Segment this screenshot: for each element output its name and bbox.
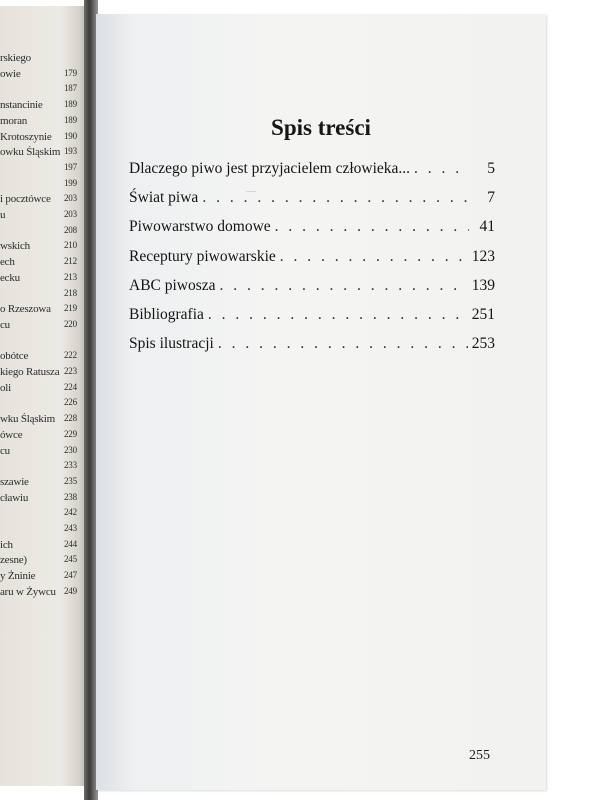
left-index-text: o Rzeszowa — [0, 303, 51, 316]
toc-dot-leader — [208, 306, 468, 324]
left-index-line — [0, 99, 86, 111]
left-index-page: 213 — [64, 271, 77, 282]
left-index-page: 197 — [64, 161, 77, 172]
left-index-page: 219 — [64, 303, 77, 314]
left-index-page: 199 — [64, 177, 77, 188]
left-index-line — [0, 178, 86, 190]
left-index-text: ecku — [0, 271, 20, 284]
left-index-text: cławiu — [0, 491, 29, 504]
page-number: 255 — [469, 748, 490, 763]
left-index-text: wskich — [0, 240, 30, 253]
left-index-text: obótce — [0, 350, 29, 363]
left-index-line — [0, 162, 86, 174]
left-index-text: wku Śląskim — [0, 413, 55, 426]
left-index-line — [0, 586, 86, 598]
left-index-page: 244 — [64, 538, 77, 549]
left-index-page: 220 — [64, 318, 77, 329]
left-index-line — [0, 413, 86, 425]
left-index-line — [0, 350, 86, 362]
toc-entry-label: ABC piwosza — [129, 276, 216, 294]
left-index-page: 203 — [64, 209, 77, 219]
left-index-text: moran — [0, 114, 28, 127]
left-index-text: kiego Ratusza — [0, 366, 60, 378]
left-index-text: oli — [0, 381, 12, 394]
left-index-page: 224 — [64, 381, 77, 392]
left-index-page: 189 — [64, 114, 77, 125]
left-index-text: szawie — [0, 475, 29, 488]
toc-entry-label: Bibliografia — [129, 305, 204, 323]
left-index-text: aru w Żywcu — [0, 585, 56, 598]
toc-heading: Spis treści — [271, 115, 371, 141]
left-index-page: 187 — [64, 83, 77, 94]
left-index-page: 208 — [64, 224, 77, 235]
left-index-line — [0, 303, 86, 315]
left-index-page: 189 — [64, 99, 77, 110]
left-index-page: 203 — [64, 193, 77, 204]
toc-entry-label: Spis ilustracji — [129, 335, 214, 353]
left-index-text: i pocztówce — [0, 193, 51, 206]
toc-entry — [129, 160, 495, 189]
toc-dot-leader — [275, 218, 469, 236]
left-index-page: 226 — [64, 397, 77, 408]
toc-dot-leader — [414, 160, 469, 178]
left-index-page: 223 — [64, 366, 77, 376]
left-index-page: 235 — [64, 475, 77, 486]
left-index-page: 190 — [64, 130, 77, 141]
toc-entry — [129, 306, 495, 335]
left-index-page: 222 — [64, 350, 77, 361]
left-index-page: 247 — [64, 570, 77, 581]
left-index-line — [0, 52, 86, 64]
left-index-page: 233 — [64, 460, 77, 471]
left-index-page: 249 — [64, 585, 77, 596]
toc-entry — [129, 189, 495, 218]
toc-entry-page: 7 — [487, 189, 495, 207]
left-index-line — [0, 476, 86, 488]
left-index-line — [0, 146, 86, 158]
left-index-page: 242 — [64, 507, 77, 518]
right-page — [96, 14, 546, 790]
left-index-line — [0, 131, 86, 143]
left-index-line — [0, 68, 86, 80]
left-index-line — [0, 507, 86, 519]
left-index-page: 243 — [64, 523, 77, 533]
left-index-page: 193 — [64, 146, 77, 157]
left-index-page: 218 — [64, 287, 77, 298]
left-index-line — [0, 319, 86, 331]
toc-entry-label: Receptury piwowarskie — [129, 247, 276, 265]
left-index-page: 230 — [64, 444, 77, 455]
left-index-line — [0, 570, 86, 582]
left-index-line — [0, 209, 86, 221]
left-index-line — [0, 288, 86, 300]
toc-dot-leader — [280, 248, 468, 266]
left-index-text: zesne) — [0, 554, 27, 567]
left-index-line — [0, 397, 86, 409]
toc-entry — [129, 248, 495, 277]
left-index-line — [0, 272, 86, 284]
left-index-page: 212 — [64, 256, 77, 267]
toc-entry-page: 123 — [471, 247, 495, 265]
left-index-text: y Żninie — [0, 570, 36, 583]
left-index-line — [0, 83, 86, 95]
left-index-line — [0, 193, 86, 205]
left-index-line — [0, 382, 86, 394]
toc-entry-page: 253 — [471, 335, 495, 353]
left-page-index — [0, 6, 86, 786]
left-index-text: Krotoszynie — [0, 130, 52, 143]
left-index-text: ówce — [0, 428, 23, 441]
toc-entry-label: Dlaczego piwo jest przyjacielem człowieka... — [129, 160, 411, 177]
left-index-page: 229 — [64, 428, 77, 439]
toc-list — [129, 160, 495, 364]
left-index-text: owie — [0, 67, 21, 80]
left-index-text: ich — [0, 538, 13, 551]
left-index-line — [0, 554, 86, 566]
left-index-page: 238 — [64, 491, 77, 502]
toc-entry-page: 251 — [471, 305, 495, 323]
toc-entry-label: Świat piwa — [129, 189, 199, 207]
show-through-text: — — [246, 186, 256, 197]
left-index-line — [0, 492, 86, 504]
left-index-page: 179 — [64, 67, 77, 78]
left-index-text: cu — [0, 318, 10, 331]
left-index-text: nstancinie — [0, 99, 43, 112]
toc-dot-leader — [220, 277, 468, 295]
toc-entry-label: Piwowarstwo domowe — [129, 218, 271, 236]
left-index-line — [0, 539, 86, 551]
left-index-text: u — [0, 209, 6, 221]
toc-entry-page: 139 — [471, 276, 495, 294]
left-index-line — [0, 335, 86, 347]
left-index-text: ech — [0, 256, 15, 269]
toc-dot-leader — [202, 189, 469, 207]
left-index-line — [0, 523, 86, 535]
left-index-line — [0, 429, 86, 441]
toc-dot-leader — [218, 335, 468, 353]
left-index-text: cu — [0, 444, 10, 457]
left-index-line — [0, 445, 86, 457]
left-index-line — [0, 460, 86, 472]
left-index-line — [0, 225, 86, 237]
left-index-page: 228 — [64, 413, 77, 424]
left-index-line — [0, 256, 86, 268]
left-index-text: rskiego — [0, 52, 31, 64]
left-index-line — [0, 115, 86, 127]
toc-entry — [129, 277, 495, 306]
toc-entry-page: 5 — [487, 160, 495, 177]
left-index-line — [0, 240, 86, 252]
left-index-line — [0, 366, 86, 378]
toc-entry — [129, 335, 495, 364]
left-index-text: owku Śląskim — [0, 146, 61, 159]
left-index-page: 245 — [64, 554, 77, 565]
toc-entry — [129, 218, 495, 247]
left-index-page: 210 — [64, 240, 77, 251]
toc-entry-page: 41 — [479, 218, 495, 236]
